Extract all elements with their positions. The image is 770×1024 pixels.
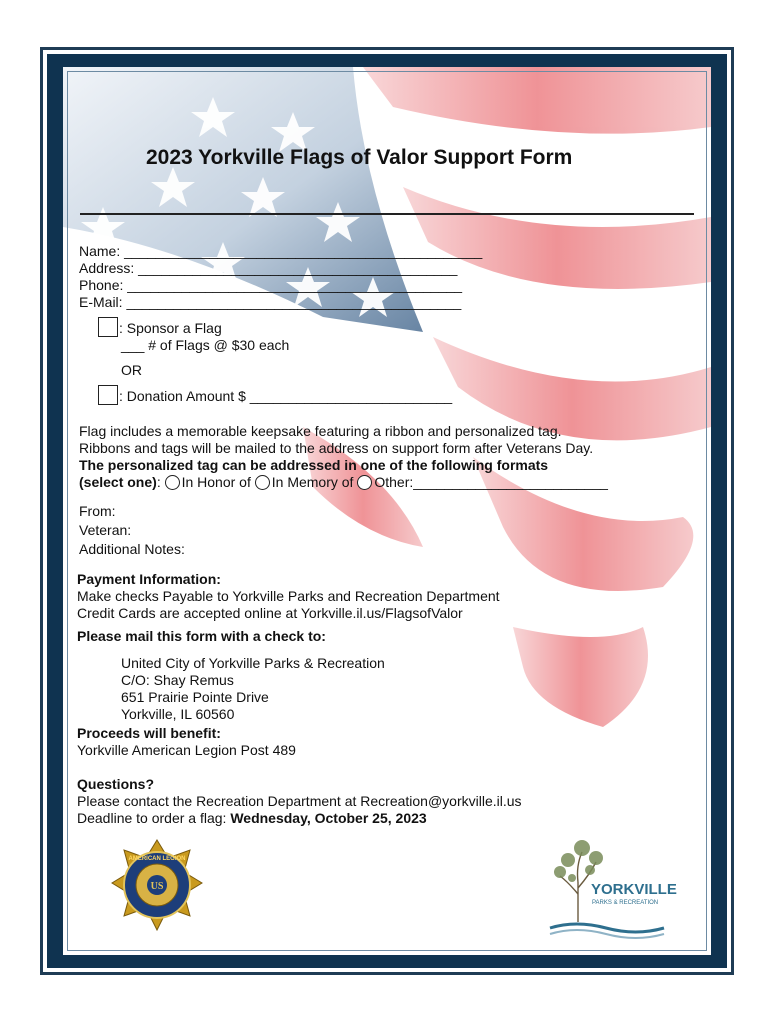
questions-heading: Questions? [77, 776, 155, 792]
name-field[interactable] [79, 243, 482, 260]
name-blank[interactable]: ______________________________________________ [124, 243, 483, 259]
donation-label: : Donation Amount $ [119, 388, 250, 404]
yorkville-logo-title: YORKVILLE [591, 881, 677, 898]
phone-label: Phone: [79, 277, 128, 293]
address-field[interactable] [79, 260, 457, 277]
payment-checks-line: Make checks Payable to Yorkville Parks and Recreation Department [77, 588, 500, 604]
format-note: The personalized tag can be addressed in one of the following formats [79, 457, 549, 473]
mail-address-line: United City of Yorkville Parks & Recreation [121, 655, 385, 671]
from-field[interactable]: From: [79, 503, 116, 519]
legion-center-text: US [150, 881, 164, 892]
page-title: 2023 Yorkville Flags of Valor Support Form [146, 146, 573, 169]
sponsor-flag-checkbox[interactable] [98, 317, 118, 337]
donation-blank[interactable]: __________________________ [249, 388, 453, 404]
mail-address-line: Yorkville, IL 60560 [121, 706, 235, 722]
additional-notes-field[interactable]: Additional Notes: [79, 541, 185, 557]
or-text: OR [121, 362, 142, 378]
in-honor-radio[interactable] [165, 475, 180, 490]
phone-blank[interactable]: ___________________________________________ [127, 277, 463, 293]
mail-address-line: C/O: Shay Remus [121, 672, 234, 688]
american-legion-emblem [112, 838, 202, 938]
select-one-label: (select one) [79, 474, 157, 490]
in-honor-label: In Honor of [181, 474, 255, 490]
mail-heading: Please mail this form with a check to: [77, 628, 326, 644]
flag-stripe [363, 67, 711, 134]
proceeds-line: Yorkville American Legion Post 489 [77, 742, 296, 758]
donation-field[interactable] [119, 388, 452, 405]
email-blank[interactable]: ___________________________________________ [126, 294, 462, 310]
veteran-field[interactable]: Veteran: [79, 522, 132, 538]
sponsor-flag-label: : Sponsor a Flag [119, 320, 222, 336]
in-memory-label: In Memory of [271, 474, 358, 490]
title-divider [80, 213, 694, 215]
yorkville-logo-subtitle: PARKS & RECREATION [592, 900, 659, 906]
payment-heading: Payment Information: [77, 571, 221, 587]
yorkville-parks-logo [546, 832, 677, 942]
other-radio[interactable] [357, 475, 372, 490]
mailing-note: Ribbons and tags will be mailed to the address on support form after Veterans Day. [79, 440, 594, 456]
other-blank[interactable]: _________________________ [413, 474, 608, 490]
tag-format-options [79, 474, 608, 491]
questions-contact-line: Please contact the Recreation Department at Recreation@yorkville.il.us [77, 793, 522, 809]
name-label: Name: [79, 243, 125, 259]
other-label: Other: [374, 474, 414, 490]
donation-checkbox[interactable] [98, 385, 118, 405]
payment-online-line: Credit Cards are accepted online at Yorkville.il.us/FlagsofValor [77, 605, 463, 621]
keepsake-note: Flag includes a memorable keepsake featuring a ribbon and personalized tag. [79, 423, 562, 439]
address-label: Address: [79, 260, 139, 276]
deadline-prefix: Deadline to order a flag: [77, 810, 231, 826]
email-field[interactable] [79, 294, 461, 311]
phone-field[interactable] [79, 277, 462, 294]
in-memory-radio[interactable] [255, 475, 270, 490]
flag-stripe [513, 627, 648, 727]
deadline-line [77, 810, 427, 827]
email-label: E-Mail: [79, 294, 127, 310]
proceeds-heading: Proceeds will benefit: [77, 725, 221, 741]
deadline-date: Wednesday, October 25, 2023 [230, 810, 427, 826]
mail-address-line: 651 Prairie Pointe Drive [121, 689, 269, 705]
flag-count-line[interactable]: ___ # of Flags @ $30 each [121, 337, 290, 353]
address-blank[interactable]: _________________________________________ [138, 260, 458, 276]
legion-ring-text: AMERICAN LEGION [128, 856, 186, 862]
select-colon: : [156, 474, 165, 490]
